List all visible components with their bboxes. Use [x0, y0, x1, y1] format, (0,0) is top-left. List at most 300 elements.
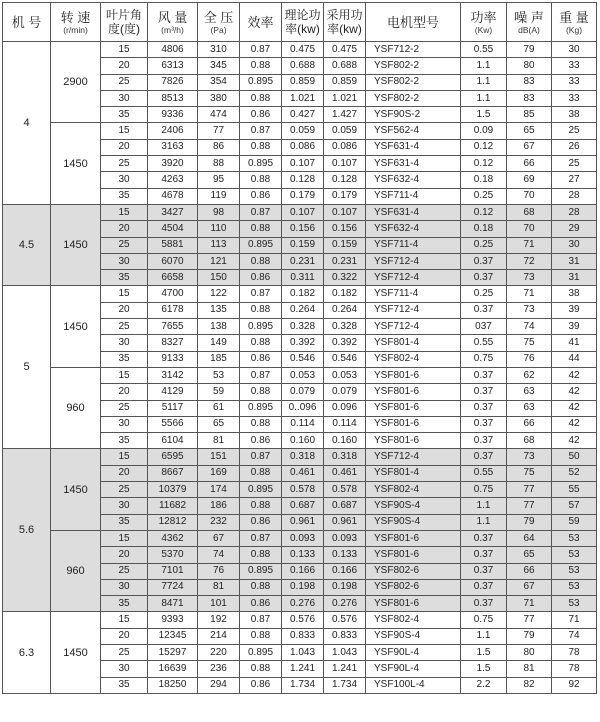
motor-cell: YSF801-6	[366, 433, 461, 449]
eff-cell: 0.895	[240, 482, 282, 498]
motor-cell: YSF631-4	[366, 156, 461, 172]
table-row	[3, 367, 597, 383]
power-cell: 0.09	[461, 123, 507, 139]
header-model-label: 机 号	[11, 14, 42, 30]
motor-cell: YSF801-6	[366, 367, 461, 383]
theo-cell: 0.114	[282, 416, 324, 432]
noise-cell: 77	[507, 482, 552, 498]
motor-cell: YSF801-6	[366, 416, 461, 432]
pressure-cell: 294	[198, 677, 240, 693]
speed-cell: 1450	[51, 449, 101, 530]
header-theo-line: 理论功	[284, 8, 321, 22]
theo-cell: 0.179	[282, 188, 324, 204]
angle-cell: 15	[101, 367, 148, 383]
header-pressure	[198, 3, 240, 42]
theo-cell: 0.688	[282, 58, 324, 74]
model-cell: 4.5	[3, 204, 51, 285]
weight-cell: 30	[552, 237, 597, 253]
header-noise	[507, 3, 552, 42]
theo-cell: 0.107	[282, 204, 324, 220]
motor-cell: YSF802-4	[366, 351, 461, 367]
flow-cell: 4700	[148, 286, 198, 302]
header-motor-label: 电机型号	[386, 14, 439, 30]
power-cell: 037	[461, 319, 507, 335]
used-cell: 0.160	[324, 433, 366, 449]
flow-cell: 6658	[148, 270, 198, 286]
angle-cell: 15	[101, 286, 148, 302]
weight-cell: 50	[552, 449, 597, 465]
pressure-cell: 76	[198, 563, 240, 579]
flow-cell: 5370	[148, 547, 198, 563]
used-cell: 0.231	[324, 253, 366, 269]
table-row	[3, 530, 597, 546]
weight-cell: 42	[552, 416, 597, 432]
used-cell: 0.576	[324, 612, 366, 628]
used-cell: 0.198	[324, 579, 366, 595]
angle-cell: 30	[101, 172, 148, 188]
theo-cell: 0.156	[282, 221, 324, 237]
pressure-cell: 220	[198, 644, 240, 660]
noise-cell: 67	[507, 579, 552, 595]
weight-cell: 39	[552, 319, 597, 335]
theo-cell: 0.475	[282, 42, 324, 58]
pressure-cell: 88	[198, 156, 240, 172]
motor-cell: YSF801-6	[366, 596, 461, 612]
flow-cell: 10379	[148, 482, 198, 498]
model-cell: 4	[3, 42, 51, 205]
pressure-cell: 121	[198, 253, 240, 269]
pressure-cell: 86	[198, 139, 240, 155]
motor-cell: YSF712-2	[366, 42, 461, 58]
used-cell: 0.578	[324, 482, 366, 498]
motor-cell: YSF711-4	[366, 237, 461, 253]
noise-cell: 65	[507, 547, 552, 563]
motor-cell: YSF100L-4	[366, 677, 461, 693]
weight-cell: 57	[552, 498, 597, 514]
weight-cell: 31	[552, 253, 597, 269]
weight-cell: 41	[552, 335, 597, 351]
theo-cell: 0.461	[282, 465, 324, 481]
header-noise-unit: dB(A)	[518, 24, 540, 35]
pressure-cell: 310	[198, 42, 240, 58]
power-cell: 1.5	[461, 661, 507, 677]
header-angle	[101, 3, 148, 42]
noise-cell: 83	[507, 74, 552, 90]
eff-cell: 0.88	[240, 58, 282, 74]
noise-cell: 79	[507, 628, 552, 644]
flow-cell: 8667	[148, 465, 198, 481]
power-cell: 0.37	[461, 563, 507, 579]
motor-cell: YSF802-2	[366, 90, 461, 106]
flow-cell: 7826	[148, 74, 198, 90]
eff-cell: 0.87	[240, 530, 282, 546]
motor-cell: YSF90S-4	[366, 498, 461, 514]
eff-cell: 0.88	[240, 547, 282, 563]
theo-cell: 0.231	[282, 253, 324, 269]
eff-cell: 0.88	[240, 139, 282, 155]
flow-cell: 16639	[148, 661, 198, 677]
motor-cell: YSF801-6	[366, 400, 461, 416]
motor-cell: YSF801-6	[366, 384, 461, 400]
noise-cell: 66	[507, 156, 552, 172]
flow-cell: 4678	[148, 188, 198, 204]
motor-cell: YSF802-4	[366, 482, 461, 498]
angle-cell: 20	[101, 465, 148, 481]
weight-cell: 78	[552, 644, 597, 660]
flow-cell: 8327	[148, 335, 198, 351]
theo-cell: 0.264	[282, 302, 324, 318]
flow-cell: 7724	[148, 579, 198, 595]
flow-cell: 7655	[148, 319, 198, 335]
weight-cell: 31	[552, 270, 597, 286]
pressure-cell: 214	[198, 628, 240, 644]
angle-cell: 30	[101, 90, 148, 106]
header-eff-label: 效率	[247, 14, 274, 30]
motor-cell: YSF801-6	[366, 530, 461, 546]
angle-cell: 20	[101, 221, 148, 237]
weight-cell: 55	[552, 482, 597, 498]
eff-cell: 0.87	[240, 123, 282, 139]
noise-cell: 71	[507, 237, 552, 253]
table-row	[3, 123, 597, 139]
flow-cell: 3427	[148, 204, 198, 220]
flow-cell: 2406	[148, 123, 198, 139]
header-pressure-unit: (Pa)	[210, 24, 227, 35]
pressure-cell: 185	[198, 351, 240, 367]
angle-cell: 20	[101, 139, 148, 155]
header-weight-unit: (Kg)	[565, 24, 583, 35]
used-cell: 0.859	[324, 74, 366, 90]
eff-cell: 0.87	[240, 367, 282, 383]
power-cell: 0.37	[461, 433, 507, 449]
flow-cell: 9133	[148, 351, 198, 367]
used-cell: 0.133	[324, 547, 366, 563]
weight-cell: 71	[552, 612, 597, 628]
theo-cell: 0.128	[282, 172, 324, 188]
angle-cell: 30	[101, 416, 148, 432]
header-angle-line: 叶片角	[105, 8, 142, 22]
noise-cell: 80	[507, 644, 552, 660]
header-used-line: 采用功	[326, 8, 363, 22]
flow-cell: 15297	[148, 644, 198, 660]
motor-cell: YSF631-4	[366, 139, 461, 155]
power-cell: 0.55	[461, 42, 507, 58]
noise-cell: 63	[507, 400, 552, 416]
noise-cell: 67	[507, 139, 552, 155]
angle-cell: 35	[101, 433, 148, 449]
header-weight	[552, 3, 597, 42]
used-cell: 1.043	[324, 644, 366, 660]
noise-cell: 73	[507, 302, 552, 318]
noise-cell: 72	[507, 253, 552, 269]
weight-cell: 33	[552, 90, 597, 106]
angle-cell: 20	[101, 302, 148, 318]
speed-cell: 960	[51, 367, 101, 448]
pressure-cell: 232	[198, 514, 240, 530]
header-angle-line: 度(度)	[108, 22, 140, 36]
noise-cell: 79	[507, 514, 552, 530]
power-cell: 1.5	[461, 644, 507, 660]
angle-cell: 15	[101, 123, 148, 139]
angle-cell: 30	[101, 579, 148, 595]
power-cell: 0.18	[461, 172, 507, 188]
power-cell: 0.37	[461, 449, 507, 465]
eff-cell: 0.86	[240, 188, 282, 204]
angle-cell: 30	[101, 253, 148, 269]
noise-cell: 82	[507, 677, 552, 693]
eff-cell: 0.86	[240, 107, 282, 123]
used-cell: 0.461	[324, 465, 366, 481]
theo-cell: 0.166	[282, 563, 324, 579]
noise-cell: 74	[507, 319, 552, 335]
used-cell: 0.053	[324, 367, 366, 383]
weight-cell: 25	[552, 123, 597, 139]
noise-cell: 71	[507, 286, 552, 302]
power-cell: 0.12	[461, 204, 507, 220]
power-cell: 0.75	[461, 612, 507, 628]
eff-cell: 0.86	[240, 596, 282, 612]
angle-cell: 15	[101, 530, 148, 546]
header-speed-unit: (r/min)	[63, 24, 88, 35]
weight-cell: 42	[552, 400, 597, 416]
weight-cell: 26	[552, 139, 597, 155]
theo-cell: 0.093	[282, 530, 324, 546]
pressure-cell: 81	[198, 433, 240, 449]
eff-cell: 0.88	[240, 579, 282, 595]
eff-cell: 0.88	[240, 335, 282, 351]
theo-cell: 0.079	[282, 384, 324, 400]
weight-cell: 52	[552, 465, 597, 481]
angle-cell: 35	[101, 270, 148, 286]
power-cell: 0.75	[461, 351, 507, 367]
flow-cell: 9336	[148, 107, 198, 123]
theo-cell: 1.043	[282, 644, 324, 660]
weight-cell: 25	[552, 156, 597, 172]
weight-cell: 53	[552, 530, 597, 546]
model-cell: 6.3	[3, 612, 51, 693]
noise-cell: 77	[507, 612, 552, 628]
angle-cell: 35	[101, 107, 148, 123]
weight-cell: 53	[552, 596, 597, 612]
used-cell: 0.475	[324, 42, 366, 58]
eff-cell: 0.895	[240, 563, 282, 579]
power-cell: 0.25	[461, 188, 507, 204]
used-cell: 0.086	[324, 139, 366, 155]
eff-cell: 0.87	[240, 42, 282, 58]
eff-cell: 0.86	[240, 270, 282, 286]
power-cell: 0.37	[461, 400, 507, 416]
used-cell: 0.114	[324, 416, 366, 432]
power-cell: 0.55	[461, 335, 507, 351]
weight-cell: 28	[552, 204, 597, 220]
pressure-cell: 59	[198, 384, 240, 400]
pressure-cell: 67	[198, 530, 240, 546]
flow-cell: 6178	[148, 302, 198, 318]
pressure-cell: 95	[198, 172, 240, 188]
power-cell: 0.37	[461, 547, 507, 563]
flow-cell: 4129	[148, 384, 198, 400]
header-flow	[148, 3, 198, 42]
used-cell: 0.166	[324, 563, 366, 579]
eff-cell: 0.86	[240, 351, 282, 367]
angle-cell: 25	[101, 644, 148, 660]
power-cell: 0.37	[461, 367, 507, 383]
power-cell: 0.37	[461, 416, 507, 432]
header-model	[3, 3, 51, 42]
flow-cell: 4362	[148, 530, 198, 546]
angle-cell: 25	[101, 74, 148, 90]
used-cell: 0.546	[324, 351, 366, 367]
flow-cell: 6104	[148, 433, 198, 449]
eff-cell: 0.895	[240, 74, 282, 90]
motor-cell: YSF90S-4	[366, 514, 461, 530]
eff-cell: 0.88	[240, 221, 282, 237]
theo-cell: 0.276	[282, 596, 324, 612]
power-cell: 2.2	[461, 677, 507, 693]
speed-cell: 960	[51, 530, 101, 611]
power-cell: 0.37	[461, 530, 507, 546]
weight-cell: 42	[552, 384, 597, 400]
used-cell: 1.021	[324, 90, 366, 106]
angle-cell: 20	[101, 58, 148, 74]
motor-cell: YSF712-4	[366, 302, 461, 318]
theo-cell: 0.687	[282, 498, 324, 514]
used-cell: 1.241	[324, 661, 366, 677]
weight-cell: 92	[552, 677, 597, 693]
power-cell: 0.37	[461, 253, 507, 269]
power-cell: 0.25	[461, 237, 507, 253]
theo-cell: 0.859	[282, 74, 324, 90]
motor-cell: YSF802-4	[366, 612, 461, 628]
theo-cell: 0.159	[282, 237, 324, 253]
pressure-cell: 98	[198, 204, 240, 220]
pressure-cell: 236	[198, 661, 240, 677]
noise-cell: 81	[507, 661, 552, 677]
power-cell: 0.75	[461, 482, 507, 498]
spec-table	[2, 2, 597, 694]
weight-cell: 53	[552, 563, 597, 579]
weight-cell: 42	[552, 367, 597, 383]
header-flow-unit: (m³/h)	[161, 24, 184, 35]
header-used	[324, 3, 366, 42]
eff-cell: 0.88	[240, 90, 282, 106]
theo-cell: 0.182	[282, 286, 324, 302]
pressure-cell: 101	[198, 596, 240, 612]
weight-cell: 78	[552, 661, 597, 677]
weight-cell: 44	[552, 351, 597, 367]
motor-cell: YSF712-4	[366, 270, 461, 286]
header-power-label: 功率	[470, 9, 497, 25]
flow-cell: 8471	[148, 596, 198, 612]
theo-cell: 0.311	[282, 270, 324, 286]
noise-cell: 68	[507, 204, 552, 220]
used-cell: 0.392	[324, 335, 366, 351]
angle-cell: 20	[101, 547, 148, 563]
noise-cell: 70	[507, 221, 552, 237]
noise-cell: 69	[507, 172, 552, 188]
angle-cell: 25	[101, 237, 148, 253]
eff-cell: 0.895	[240, 237, 282, 253]
power-cell: 0.37	[461, 579, 507, 595]
used-cell: 0.961	[324, 514, 366, 530]
angle-cell: 35	[101, 351, 148, 367]
angle-cell: 30	[101, 335, 148, 351]
pressure-cell: 119	[198, 188, 240, 204]
motor-cell: YSF90L-4	[366, 644, 461, 660]
power-cell: 0.37	[461, 270, 507, 286]
flow-cell: 6070	[148, 253, 198, 269]
theo-cell: 0.318	[282, 449, 324, 465]
angle-cell: 15	[101, 204, 148, 220]
eff-cell: 0.895	[240, 400, 282, 416]
weight-cell: 59	[552, 514, 597, 530]
noise-cell: 77	[507, 498, 552, 514]
theo-cell: 0.328	[282, 319, 324, 335]
power-cell: 0.55	[461, 465, 507, 481]
used-cell: 0.059	[324, 123, 366, 139]
noise-cell: 75	[507, 465, 552, 481]
header-power-unit: (Kw)	[474, 24, 493, 35]
weight-cell: 74	[552, 628, 597, 644]
angle-cell: 15	[101, 449, 148, 465]
used-cell: 0.688	[324, 58, 366, 74]
eff-cell: 0.87	[240, 612, 282, 628]
header-eff	[240, 3, 282, 42]
flow-cell: 18250	[148, 677, 198, 693]
eff-cell: 0.87	[240, 286, 282, 302]
eff-cell: 0.88	[240, 253, 282, 269]
eff-cell: 0.88	[240, 302, 282, 318]
eff-cell: 0.88	[240, 628, 282, 644]
noise-cell: 64	[507, 530, 552, 546]
flow-cell: 5881	[148, 237, 198, 253]
pressure-cell: 150	[198, 270, 240, 286]
motor-cell: YSF712-4	[366, 449, 461, 465]
pressure-cell: 380	[198, 90, 240, 106]
angle-cell: 15	[101, 42, 148, 58]
power-cell: 1.1	[461, 498, 507, 514]
theo-cell: 0.546	[282, 351, 324, 367]
used-cell: 1.427	[324, 107, 366, 123]
theo-cell: 0.107	[282, 156, 324, 172]
header-speed	[51, 3, 101, 42]
angle-cell: 15	[101, 612, 148, 628]
noise-cell: 76	[507, 351, 552, 367]
power-cell: 0.37	[461, 384, 507, 400]
weight-cell: 33	[552, 58, 597, 74]
motor-cell: YSF90S-4	[366, 628, 461, 644]
motor-cell: YSF632-4	[366, 221, 461, 237]
table-row	[3, 204, 597, 220]
speed-cell: 1450	[51, 123, 101, 204]
noise-cell: 83	[507, 90, 552, 106]
noise-cell: 63	[507, 384, 552, 400]
pressure-cell: 345	[198, 58, 240, 74]
model-cell: 5.6	[3, 449, 51, 612]
theo-cell: 0.053	[282, 367, 324, 383]
power-cell: 0.18	[461, 221, 507, 237]
eff-cell: 0.86	[240, 514, 282, 530]
table-row	[3, 449, 597, 465]
power-cell: 0.25	[461, 286, 507, 302]
header-theo-line: 率(kw)	[285, 22, 320, 36]
model-cell: 5	[3, 286, 51, 449]
motor-cell: YSF90S-2	[366, 107, 461, 123]
theo-cell: 0..096	[282, 400, 324, 416]
theo-cell: 0.427	[282, 107, 324, 123]
power-cell: 0.12	[461, 156, 507, 172]
header-weight-label: 重 量	[559, 9, 589, 25]
